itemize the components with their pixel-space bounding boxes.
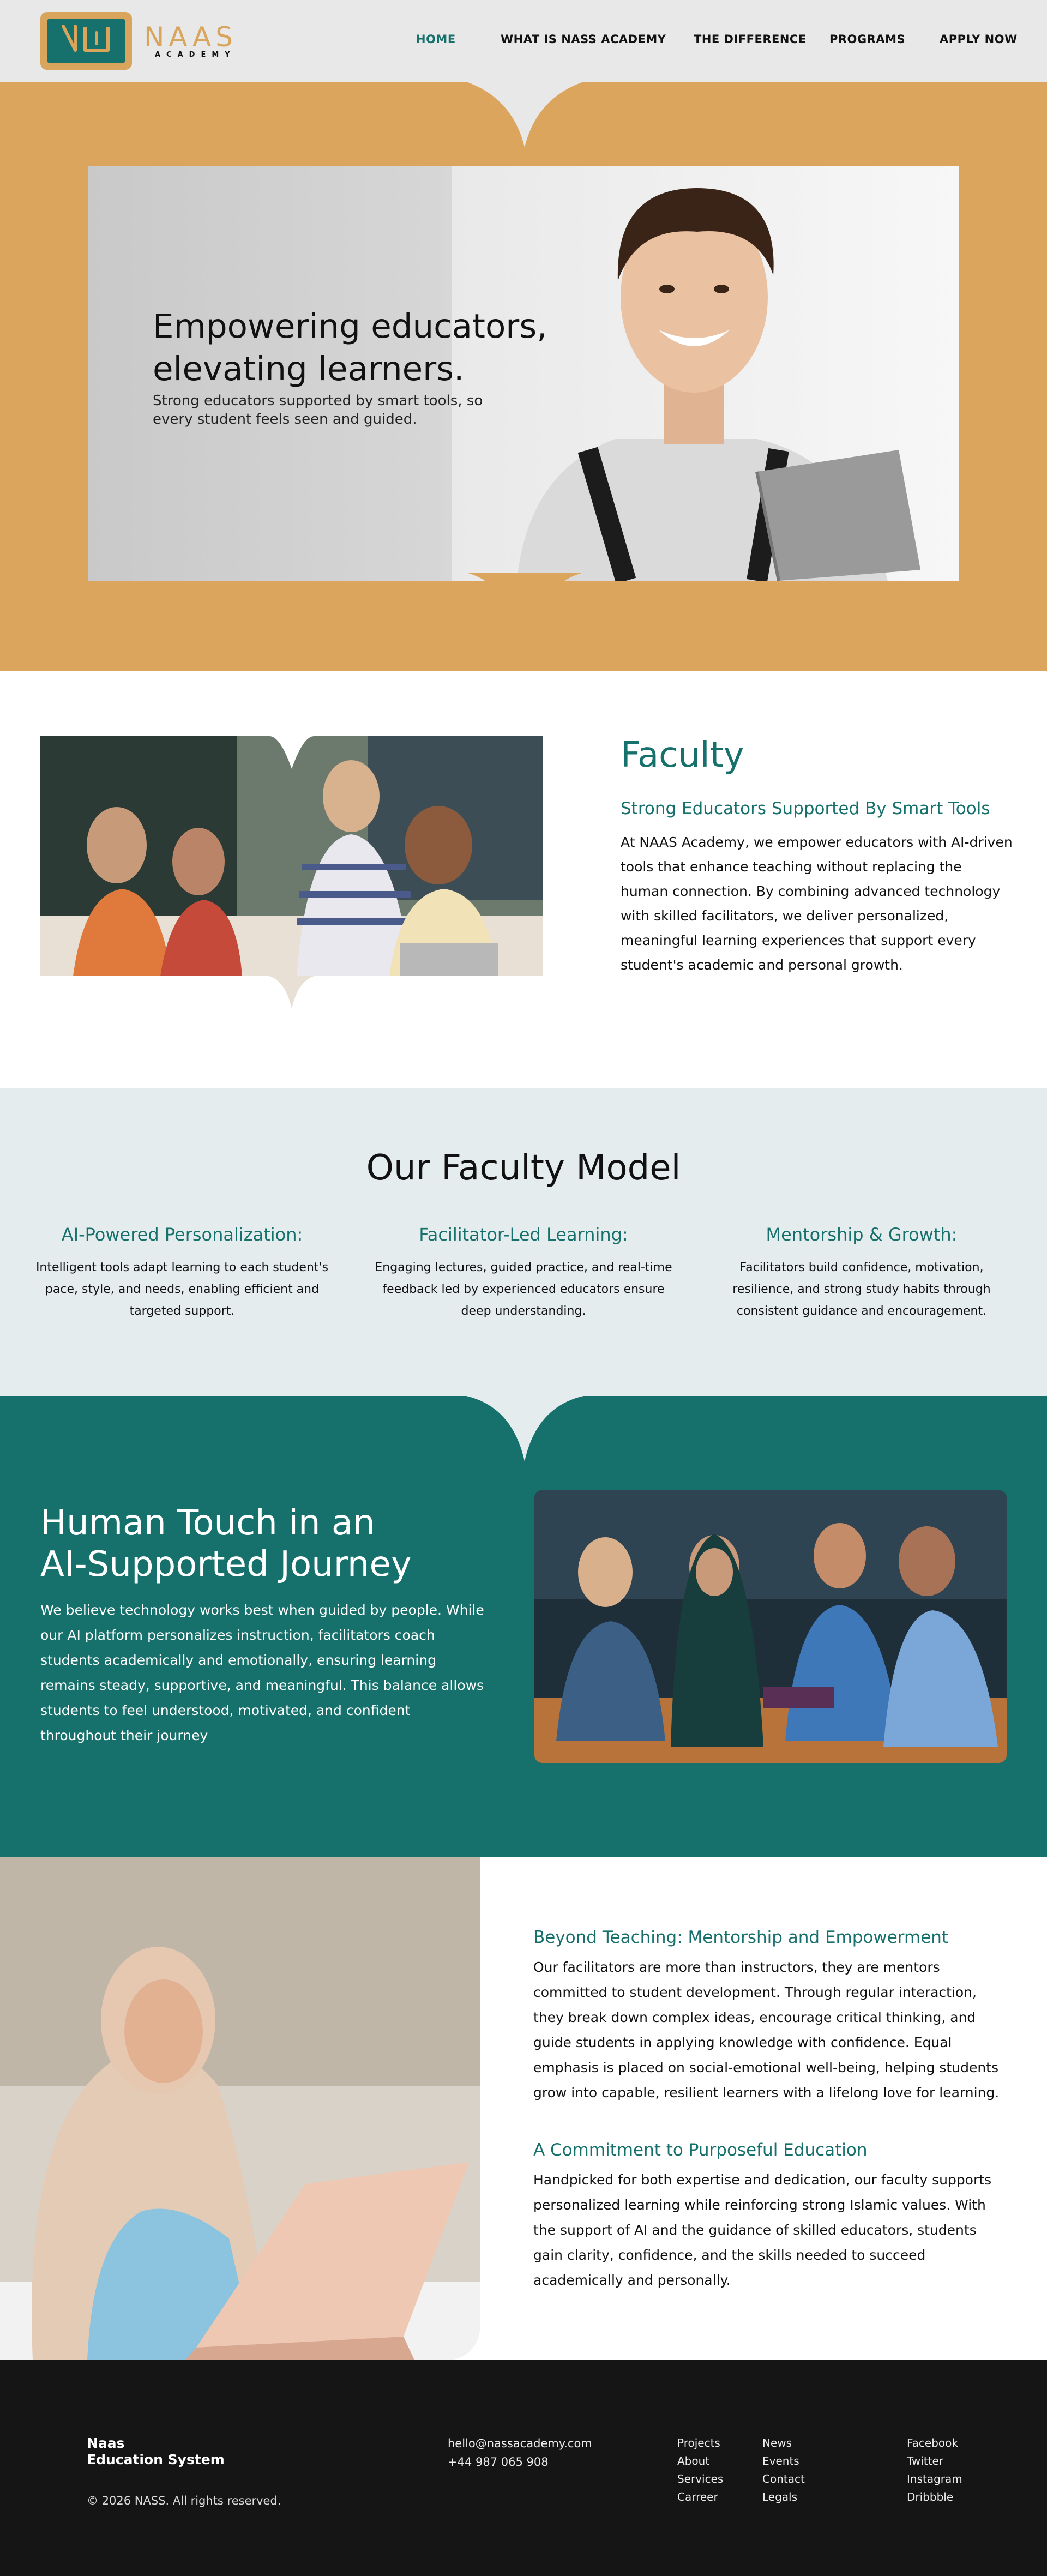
twitter-link[interactable]: Twitter bbox=[907, 2454, 944, 2467]
footer-contact bbox=[448, 2434, 592, 2471]
footer-link[interactable]: Carreer bbox=[677, 2490, 718, 2503]
student-laptop-photo bbox=[0, 1857, 480, 2360]
human-top-notch bbox=[0, 1396, 1047, 1467]
hero-section bbox=[0, 82, 1047, 671]
faculty-section bbox=[0, 671, 1047, 1088]
nav-programs[interactable]: PROGRAMS bbox=[829, 33, 906, 46]
model-column-mentorship bbox=[709, 1224, 1014, 1322]
nav-home[interactable]: HOME bbox=[416, 33, 456, 46]
faculty-photo-frame bbox=[40, 731, 543, 1014]
site-header bbox=[0, 0, 1047, 82]
model-column-facilitator bbox=[371, 1224, 676, 1322]
footer-link[interactable]: News bbox=[762, 2436, 792, 2449]
model-text: Engaging lectures, guided practice, and real-time feedback led by experienced educators ensure deep understanding. bbox=[375, 1261, 672, 1318]
footer-links-col1 bbox=[677, 2434, 723, 2506]
nav-what-is-nass[interactable]: WHAT IS NASS ACADEMY bbox=[501, 33, 666, 46]
human-title-line: Human Touch in an bbox=[40, 1503, 375, 1543]
faculty-body: At NAAS Academy, we empower educators with AI-driven tools that enhance teaching without replacing the human connection. By combining advanced technology with skilled facilitators, we deliver personalized, meaningful learning experiences that support every student's academic and personal growth. bbox=[621, 834, 1013, 973]
model-heading: Mentorship & Growth: bbox=[766, 1224, 958, 1245]
footer-link[interactable]: About bbox=[677, 2454, 710, 2467]
mentorship-heading: Beyond Teaching: Mentorship and Empowerment bbox=[533, 1928, 949, 1947]
hero-card bbox=[88, 166, 959, 581]
human-touch-title bbox=[40, 1502, 520, 1585]
human-touch-section bbox=[0, 1396, 1047, 1857]
footer-link[interactable]: Contact bbox=[762, 2472, 805, 2485]
facebook-link[interactable]: Facebook bbox=[907, 2436, 958, 2449]
footer-phone-link[interactable]: +44 987 065 908 bbox=[448, 2455, 549, 2469]
model-heading: AI-Powered Personalization: bbox=[61, 1224, 303, 1245]
footer-email-link[interactable]: hello@nassacademy.com bbox=[448, 2437, 592, 2450]
footer-brand-line: Education System bbox=[87, 2452, 225, 2467]
brand-name: NAAS bbox=[144, 21, 237, 53]
purposeful-education-body: Handpicked for both expertise and dedication, our faculty supports personalized learning while reinforcing strong Islamic values. With the support of AI and the guidance of skilled educators, students gain clarity, confidence, and the skills needed to succeed academically and personally. bbox=[533, 2172, 992, 2288]
purposeful-education-heading: A Commitment to Purposeful Education bbox=[533, 2140, 868, 2160]
model-heading: Facilitator-Led Learning: bbox=[419, 1224, 628, 1245]
mentorship-body: Our facilitators are more than instructors, they are mentors committed to student development. Through regular interaction, they break down complex ideas, encourage critical thinking, and guide students in applying knowledge with confidence. Equal emphasis is placed on social-emotional well-being, helping students grow into capable, resilient learners with a lifelong love for learning. bbox=[533, 1959, 1000, 2100]
footer-copyright: © 2026 NASS. All rights reserved. bbox=[87, 2494, 281, 2507]
human-title-line: AI-Supported Journey bbox=[40, 1544, 412, 1585]
hero-subtitle: Strong educators supported by smart tools, so every student feels seen and guided. bbox=[153, 393, 483, 428]
students-table-photo bbox=[534, 1490, 1007, 1763]
model-text: Intelligent tools adapt learning to each student's pace, style, and needs, enabling efficient and targeted support. bbox=[35, 1261, 329, 1318]
footer-link[interactable]: Projects bbox=[677, 2436, 720, 2449]
faculty-model-title: Our Faculty Model bbox=[366, 1148, 681, 1188]
hero-bottom-curve bbox=[0, 573, 1047, 671]
footer-link[interactable]: Services bbox=[677, 2472, 724, 2485]
nav-the-difference[interactable]: THE DIFFERENCE bbox=[694, 33, 807, 46]
hero-title: Empowering educators, elevating learners. bbox=[153, 307, 547, 388]
brand-sub: ACADEMY bbox=[155, 50, 236, 59]
model-text: Facilitators build confidence, motivation, resilience, and strong study habits through consistent guidance and encouragement. bbox=[732, 1261, 991, 1318]
instagram-link[interactable]: Instagram bbox=[907, 2472, 962, 2485]
model-column-personalization bbox=[29, 1224, 335, 1322]
footer-link[interactable]: Legals bbox=[762, 2490, 798, 2503]
footer-links-col2 bbox=[762, 2434, 805, 2506]
mentorship-section bbox=[0, 1857, 1047, 2360]
human-touch-body: We believe technology works best when guided by people. While our AI platform personalizes instruction, facilitators coach students academically and emotionally, ensuring learning remains steady, supportive, and meaningful. This balance allows students to feel understood, motivated, and confident throughout their journey bbox=[40, 1602, 484, 1743]
footer-link[interactable]: Events bbox=[762, 2454, 799, 2467]
footer-brand-line: Naas bbox=[87, 2435, 125, 2451]
logo-mark-icon bbox=[40, 12, 132, 70]
brand-logo[interactable] bbox=[40, 12, 237, 70]
footer-brand bbox=[87, 2435, 225, 2468]
site-footer bbox=[0, 2360, 1047, 2576]
faculty-model-section bbox=[0, 1088, 1047, 1396]
dribbble-link[interactable]: Dribbble bbox=[907, 2490, 954, 2503]
faculty-title: Faculty bbox=[621, 735, 744, 775]
faculty-subtitle: Strong Educators Supported By Smart Tools bbox=[621, 799, 990, 818]
nav-apply-now[interactable]: APPLY NOW bbox=[940, 33, 1018, 46]
footer-social-links bbox=[907, 2434, 962, 2506]
